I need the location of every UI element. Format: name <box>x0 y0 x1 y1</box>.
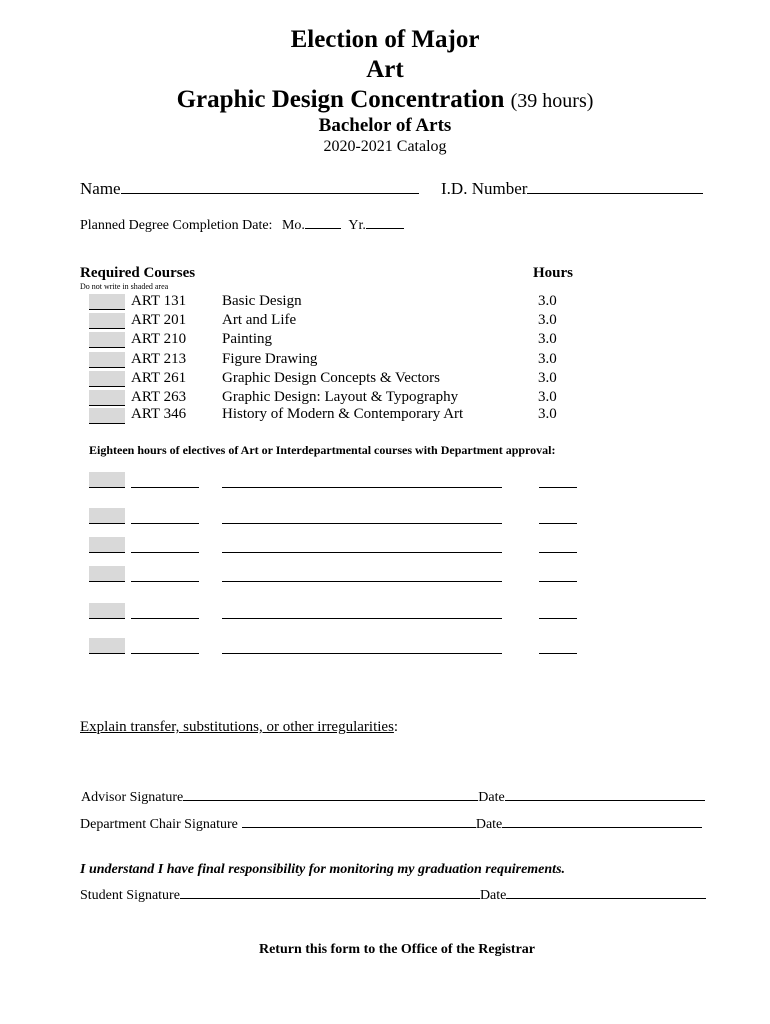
return-note: Return this form to the Office of the Registrar <box>258 942 536 957</box>
chair-signature-row <box>80 817 702 833</box>
degree-name: Bachelor of Arts <box>318 115 452 136</box>
course-code: ART 263 <box>131 389 187 405</box>
form-title: Election of Major <box>290 26 480 53</box>
course-name: Painting <box>222 331 273 347</box>
elective-course-field[interactable] <box>131 487 199 488</box>
year-label: Yr. <box>348 218 366 233</box>
shaded-box <box>89 603 125 619</box>
elective-course-field[interactable] <box>131 618 199 619</box>
name-row <box>80 179 419 199</box>
shaded-box <box>89 371 125 387</box>
elective-course-field[interactable] <box>131 581 199 582</box>
elective-course-field[interactable] <box>131 552 199 553</box>
elective-course-field[interactable] <box>131 523 199 524</box>
shaded-box <box>89 390 125 406</box>
irregularities-colon: : <box>393 719 399 735</box>
shaded-box <box>89 352 125 368</box>
required-heading: Required Courses <box>80 265 196 281</box>
course-hours: 3.0 <box>538 406 557 422</box>
id-label: I.D. Number <box>441 179 528 198</box>
elective-title-field[interactable] <box>222 618 502 619</box>
shaded-box <box>89 566 125 582</box>
completion-label: Planned Degree Completion Date: <box>80 218 273 233</box>
catalog-year: 2020-2021 Catalog <box>323 138 447 155</box>
advisor-date-field[interactable] <box>505 799 705 801</box>
course-hours: 3.0 <box>538 293 557 309</box>
course-hours: 3.0 <box>538 370 557 386</box>
form-subtitle-art: Art <box>366 56 404 83</box>
course-code: ART 346 <box>131 406 187 422</box>
concentration-hours: (39 hours) <box>510 90 594 112</box>
id-row <box>441 179 703 199</box>
advisor-date-label: Date <box>478 790 505 805</box>
elective-title-field[interactable] <box>222 523 502 524</box>
id-number-field[interactable] <box>527 192 703 194</box>
course-code: ART 201 <box>131 312 187 328</box>
shaded-box <box>89 332 125 348</box>
month-label: Mo. <box>281 218 305 233</box>
name-label: Name <box>80 179 121 198</box>
student-date-label: Date <box>479 888 507 903</box>
completion-row <box>80 218 404 234</box>
elective-hours-field[interactable] <box>539 552 577 553</box>
advisor-signature-label: Advisor Signature <box>81 790 184 805</box>
shaded-box <box>89 508 125 524</box>
chair-signature-field[interactable] <box>242 826 476 828</box>
chair-date-label: Date <box>475 817 503 832</box>
shaded-box <box>89 408 125 424</box>
shaded-area-note: Do not write in shaded area <box>80 282 169 291</box>
course-name: Graphic Design: Layout & Typography <box>222 389 459 405</box>
electives-heading: Eighteen hours of electives of Art or Interdepartmental courses with Department approval: <box>89 443 556 457</box>
month-field[interactable] <box>305 227 341 229</box>
elective-hours-field[interactable] <box>539 618 577 619</box>
elective-hours-field[interactable] <box>539 487 577 488</box>
advisor-signature-field[interactable] <box>183 799 478 801</box>
elective-hours-field[interactable] <box>539 581 577 582</box>
shaded-box <box>89 294 125 310</box>
shaded-box <box>89 472 125 488</box>
course-name: Graphic Design Concepts & Vectors <box>222 370 441 386</box>
course-name: Basic Design <box>222 293 302 309</box>
elective-title-field[interactable] <box>222 653 502 654</box>
irregularities-row <box>80 719 398 736</box>
chair-signature-label: Department Chair Signature <box>80 817 238 832</box>
responsibility-statement: I understand I have final responsibility for monitoring my graduation requirements. <box>80 862 566 877</box>
course-hours: 3.0 <box>538 351 557 367</box>
elective-hours-field[interactable] <box>539 653 577 654</box>
course-hours: 3.0 <box>538 312 557 328</box>
course-code: ART 213 <box>131 351 187 367</box>
course-code: ART 261 <box>131 370 187 386</box>
shaded-box <box>89 638 125 654</box>
course-name: Art and Life <box>222 312 297 328</box>
student-signature-label: Student Signature <box>80 888 180 903</box>
advisor-signature-row <box>81 790 705 806</box>
year-field[interactable] <box>366 227 404 229</box>
course-code: ART 131 <box>131 293 187 309</box>
elective-title-field[interactable] <box>222 552 502 553</box>
shaded-box <box>89 537 125 553</box>
student-date-field[interactable] <box>506 897 706 899</box>
chair-date-field[interactable] <box>502 826 702 828</box>
student-signature-field[interactable] <box>180 897 480 899</box>
concentration-name: Graphic Design Concentration <box>176 86 505 113</box>
course-name: History of Modern & Contemporary Art <box>222 406 464 422</box>
irregularities-label: Explain transfer, substitutions, or other irregularities <box>80 719 394 735</box>
course-hours: 3.0 <box>538 389 557 405</box>
course-code: ART 210 <box>131 331 187 347</box>
elective-title-field[interactable] <box>222 487 502 488</box>
shaded-box <box>89 313 125 329</box>
form-concentration <box>0 86 770 114</box>
hours-heading: Hours <box>533 265 574 281</box>
course-hours: 3.0 <box>538 331 557 347</box>
elective-title-field[interactable] <box>222 581 502 582</box>
elective-course-field[interactable] <box>131 653 199 654</box>
course-name: Figure Drawing <box>222 351 318 367</box>
name-field[interactable] <box>121 192 419 194</box>
student-signature-row <box>80 888 706 904</box>
elective-hours-field[interactable] <box>539 523 577 524</box>
